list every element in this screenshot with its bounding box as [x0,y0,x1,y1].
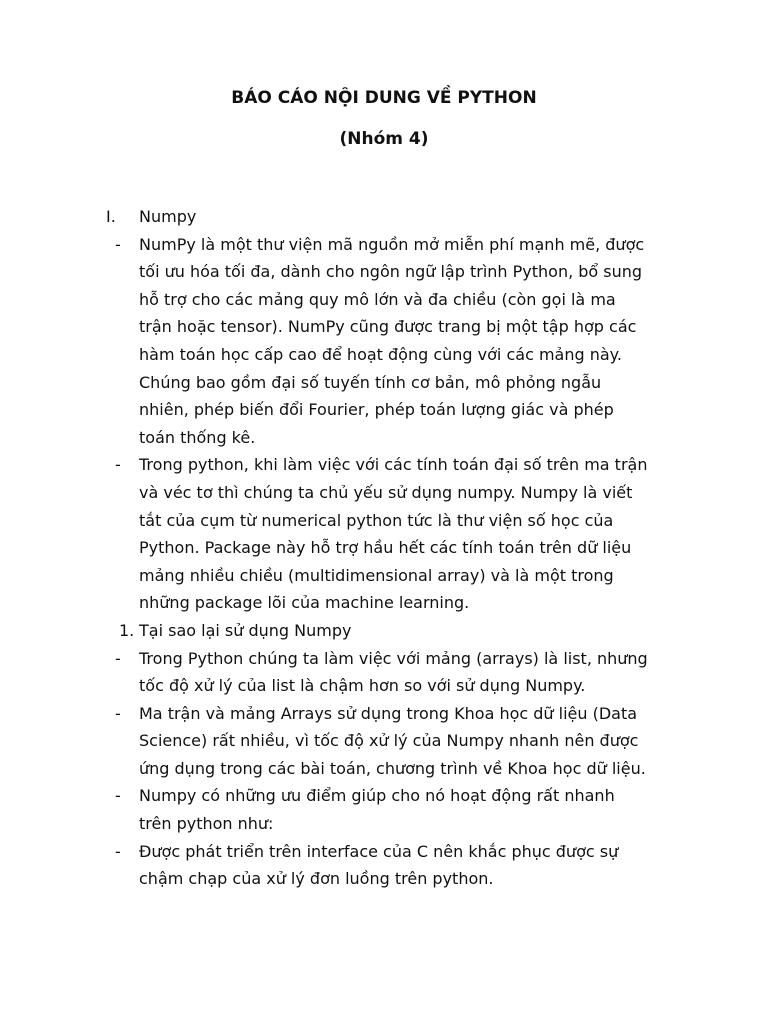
paragraph-line: Numpy có những ưu điểm giúp cho nó hoạt động rất nhanh [139,786,615,806]
paragraph-line: tắt của cụm từ numerical python tức là thư viện số học của [139,510,614,530]
paragraph-line: toán thống kê. [139,427,256,447]
section-heading [0,203,768,231]
paragraph-line: hàm toán học cấp cao để hoạt động cùng với các mảng này. [139,344,622,364]
section-marker: I. [106,207,116,226]
bullet-dash: - [115,841,121,861]
section-title: Numpy [139,207,197,226]
paragraph-line: hỗ trợ cho các mảng quy mô lớn và đa chiều (còn gọi là ma [139,289,616,309]
bullet-item [0,782,768,837]
paragraph-line: những package lõi của machine learning. [139,593,470,613]
paragraph-line: Ma trận và mảng Arrays sử dụng trong Khoa học dữ liệu (Data [139,703,638,723]
paragraph-line: Trong Python chúng ta làm việc với mảng (arrays) là list, nhưng [139,648,648,668]
paragraph-line: tốc độ xử lý của list là chậm hơn so với sử dụng Numpy. [139,676,586,696]
bullet-item [0,700,768,783]
bullet-item [0,838,768,893]
paragraph-line: Trong python, khi làm việc với các tính toán đại số trên ma trận [139,455,648,475]
bullet-item [0,231,768,452]
paragraph-line: Được phát triển trên interface của C nên khắc phục được sự [139,841,619,861]
paragraph-line: trên python như: [139,814,274,834]
paragraph-line: và véc tơ thì chúng ta chủ yếu sử dụng numpy. Numpy là viết [139,482,633,502]
bullet-dash: - [115,703,121,723]
bullet-dash: - [115,455,121,475]
paragraph-line: ứng dụng trong các bài toán, chương trình về Khoa học dữ liệu. [139,758,646,778]
subsection-marker: 1. [119,620,135,640]
bullet-item [0,645,768,700]
paragraph-line: mảng nhiều chiều (multidimensional array) và là một trong [139,565,614,585]
paragraph-line: chậm chạp của xử lý đơn luồng trên python. [139,869,494,889]
bullet-dash: - [115,786,121,806]
document-body [0,203,768,893]
paragraph-line: Chúng bao gồm đại số tuyến tính cơ bản, mô phỏng ngẫu [139,372,602,392]
paragraph-line: Science) rất nhiều, vì tốc độ xử lý của Numpy nhanh nên được [139,731,639,751]
bullet-item [0,451,768,617]
paragraph-line: tối ưu hóa tối đa, dành cho ngôn ngữ lập trình Python, bổ sung [139,262,643,282]
subsection-title: Tại sao lại sử dụng Numpy [139,620,352,640]
paragraph-line: nhiên, phép biến đổi Fourier, phép toán lượng giác và phép [139,400,614,420]
bullet-dash: - [115,234,121,254]
paragraph-line: NumPy là một thư viện mã nguồn mở miễn phí mạnh mẽ, được [139,234,645,254]
document-title: BÁO CÁO NỘI DUNG VỀ PYTHON [231,88,537,108]
paragraph-line: trận hoặc tensor). NumPy cũng được trang bị một tập hợp các [139,317,637,337]
bullet-dash: - [115,648,121,668]
document-subtitle: (Nhóm 4) [339,129,429,149]
paragraph-line: Python. Package này hỗ trợ hầu hết các tính toán trên dữ liệu [139,538,632,558]
subsection-heading [0,617,768,645]
